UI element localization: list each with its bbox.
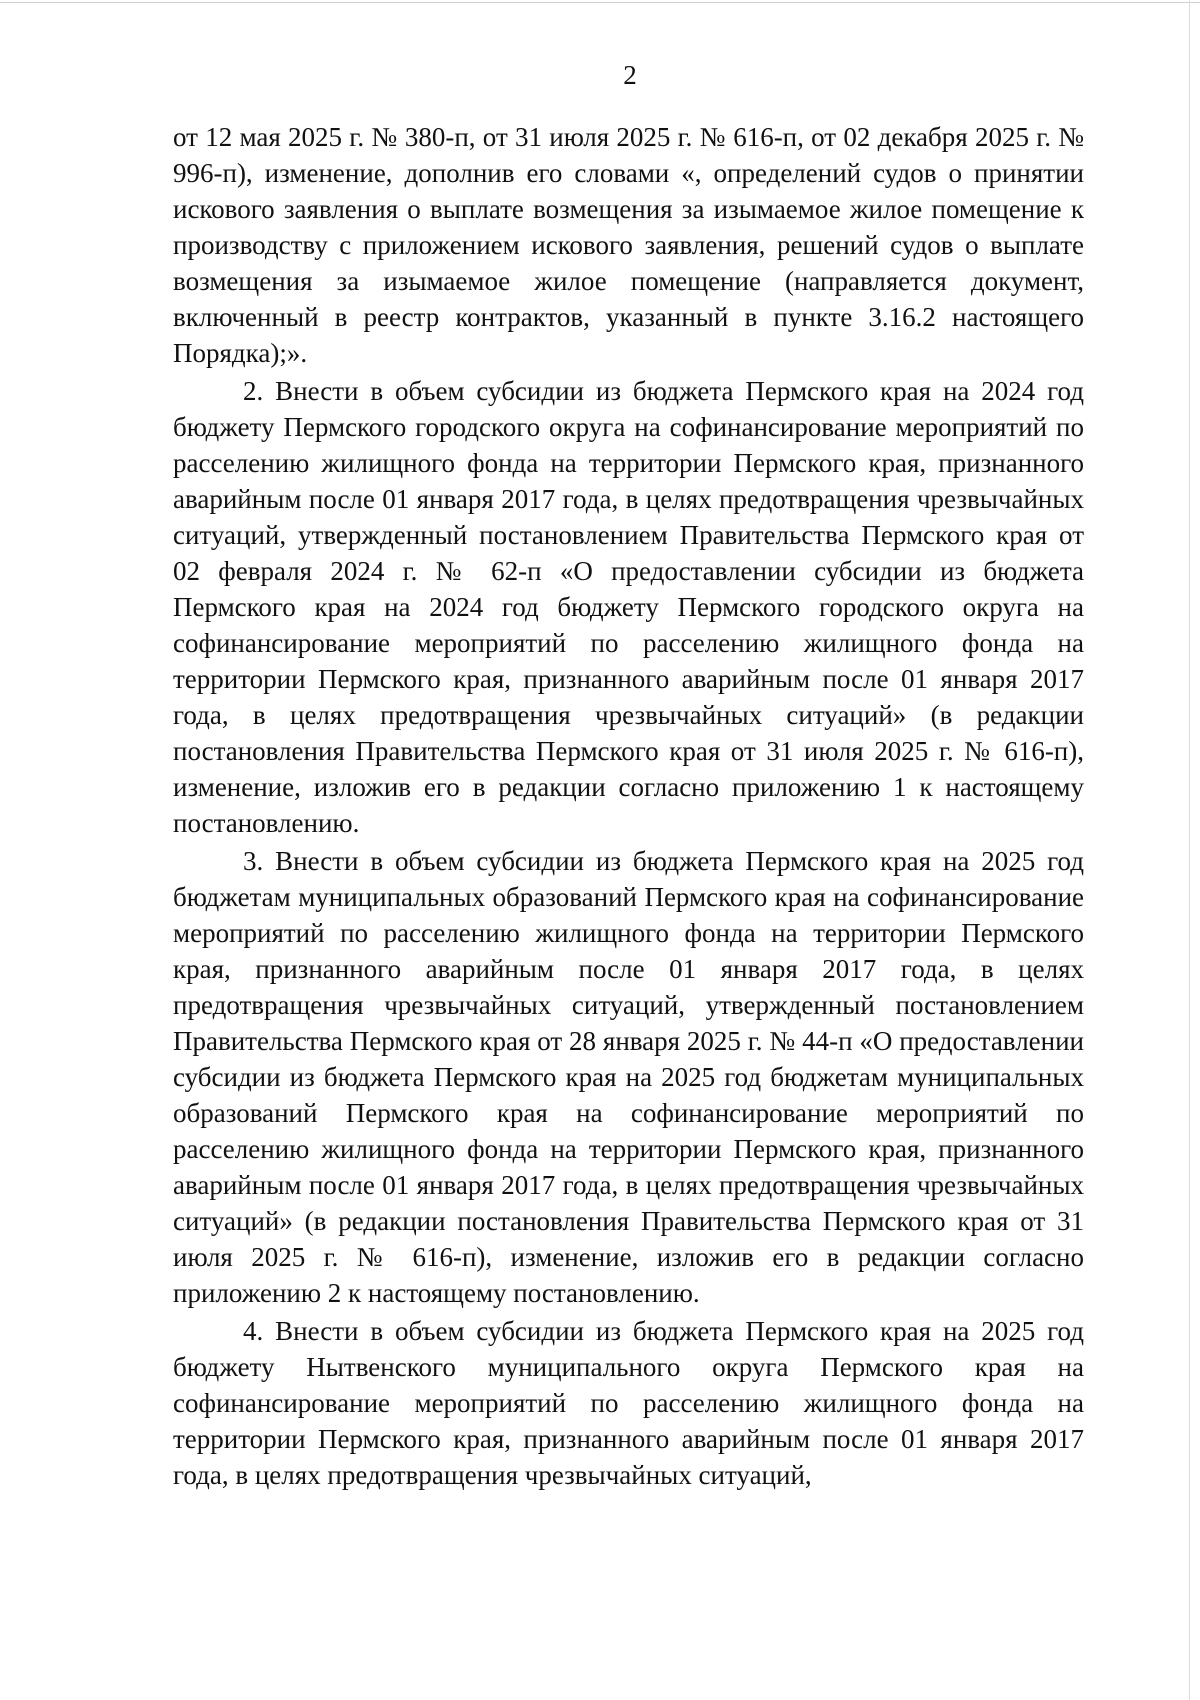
scan-edge-top [0, 2, 1200, 3]
paragraph-item-3: 3. Внести в объем субсидии из бюджета Пермского края на 2025 год бюджетам муниципальных образований Пермского края на софинансирование мероприятий по расселению жилищного фонда на территории Пермского края, признанного аварийным после 01 января 2017 года, в целях предотвращения чрезвычайных ситуаций, утвержденный постановлением Правительства Пермского края от 28 января 2025 г. № 44-п «О предоставлении субсидии из бюджета Пермского края на 2025 год бюджетам муниципальных образований Пермского края на софинансирование мероприятий по расселению жилищного фонда на территории Пермского края, признанного аварийным после 01 января 2017 года, в целях предотвращения чрезвычайных ситуаций» (в редакции постановления Правительства Пермского края от 31 июля 2025 г. № 616-п), изменение, изложив его в редакции согласно приложению 2 к настоящему постановлению. [173, 846, 1084, 1308]
paragraph-item-4: 4. Внести в объем субсидии из бюджета Пермского края на 2025 год бюджету Нытвенского муниципального округа Пермского края на софинансирование мероприятий по расселению жилищного фонда на территории Пермского края, признанного аварийным после 01 января 2017 года, в целях предотвращения чрезвычайных ситуаций, [173, 1316, 1084, 1490]
paragraph-item-2: 2. Внести в объем субсидии из бюджета Пермского края на 2024 год бюджету Пермского городского округа на софинансирование мероприятий по расселению жилищного фонда на территории Пермского края, признанного аварийным после 01 января 2017 года, в целях предотвращения чрезвычайных ситуаций, утвержденный постановлением Правительства Пермского края от 02 февраля 2024 г. № 62-п «О предоставлении субсидии из бюджета Пермского края на 2024 год бюджету Пермского городского округа на софинансирование мероприятий по расселению жилищного фонда на территории Пермского края, признанного аварийным после 01 января 2017 года, в целях предотвращения чрезвычайных ситуаций» (в редакции постановления Правительства Пермского края от 31 июля 2025 г. № 616-п), изменение, изложив его в редакции согласно приложению 1 к настоящему постановлению. [173, 376, 1084, 838]
page-number: 2 [623, 60, 637, 90]
document-body [173, 119, 1084, 1493]
paragraph-continuation: от 12 мая 2025 г. № 380-п, от 31 июля 2025 г. № 616-п, от 02 декабря 2025 г. № 996-п), изменение, дополнив его словами «, определений судов о принятии искового заявления о выплате возмещения за изымаемое жилое помещение к производству с приложением искового заявления, решений судов о выплате возмещения за изымаемое жилое помещение (направляется документ, включенный в реестр контрактов, указанный в пункте 3.16.2 настоящего Порядка);». [173, 122, 1084, 368]
scan-edge-right [1189, 0, 1190, 1700]
